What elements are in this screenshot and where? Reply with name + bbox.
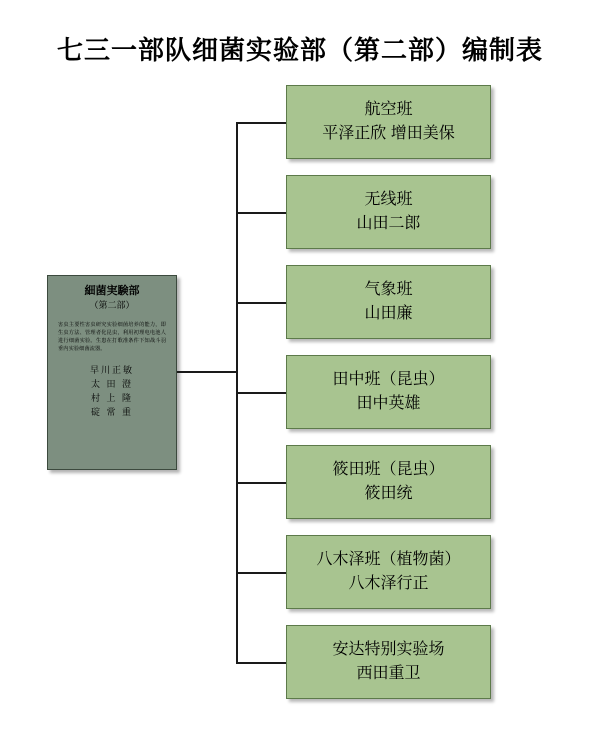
child-node-title: 安达特别实验场 — [332, 641, 445, 658]
child-node-title: 航空班 — [364, 101, 413, 118]
root-name-4: 碇 常 重 — [90, 406, 133, 417]
root-node-bacteria-experiment-division — [47, 275, 177, 470]
child-node-title: 筱田班（昆虫） — [332, 461, 445, 478]
connector-branch-7 — [236, 662, 286, 664]
connector-branch-3 — [236, 302, 286, 304]
child-node-members: 山田廉 — [364, 305, 413, 322]
connector-branch-6 — [236, 572, 286, 574]
connector-branch-5 — [236, 482, 286, 484]
child-node-meteorology-squad — [286, 265, 491, 339]
connector-branch-4 — [236, 392, 286, 394]
child-node-tanaka-squad — [286, 355, 491, 429]
child-node-title: 无线班 — [364, 191, 413, 208]
connector-branch-1 — [236, 122, 286, 124]
child-node-wireless-squad — [286, 175, 491, 249]
org-chart — [0, 80, 600, 740]
child-node-yagisawa-squad — [286, 535, 491, 609]
child-node-title: 八木泽班（植物菌） — [316, 551, 461, 568]
child-node-title: 气象班 — [364, 281, 413, 298]
child-node-members: 八木泽行正 — [348, 575, 429, 592]
page-title: 七三一部队细菌实验部（第二部）编制表 — [56, 35, 543, 65]
root-node-names — [55, 364, 169, 420]
root-name-3: 村 上 隆 — [90, 393, 133, 404]
child-node-members: 平泽正欣 增田美保 — [322, 125, 455, 142]
child-node-members: 筱田统 — [364, 485, 413, 502]
child-node-members: 西田重卫 — [356, 665, 421, 682]
child-node-title: 田中班（昆虫） — [332, 371, 445, 388]
root-name-1: 早川正敏 — [89, 365, 134, 376]
child-node-members: 田中英雄 — [356, 395, 421, 412]
child-node-aviation-squad — [286, 85, 491, 159]
connector-root-stub — [177, 371, 237, 373]
child-node-members: 山田二郎 — [356, 215, 421, 232]
child-node-anda-special-test-site — [286, 625, 491, 699]
child-node-shinoda-squad — [286, 445, 491, 519]
root-node-title: 細菌実験部 — [84, 285, 140, 297]
root-node-description: 害虫主要性害虫研究实验细菌培养的能力，即生虫方法、管理者化昆虫，利用初理电电池人进行细菌实验。生患在打歌准条件下知战斗羽垂内实验细菌流器。 — [58, 321, 166, 353]
connector-branch-2 — [236, 212, 286, 214]
root-node-subtitle: （第二部） — [89, 300, 135, 311]
root-name-2: 太 田 澄 — [90, 379, 133, 390]
